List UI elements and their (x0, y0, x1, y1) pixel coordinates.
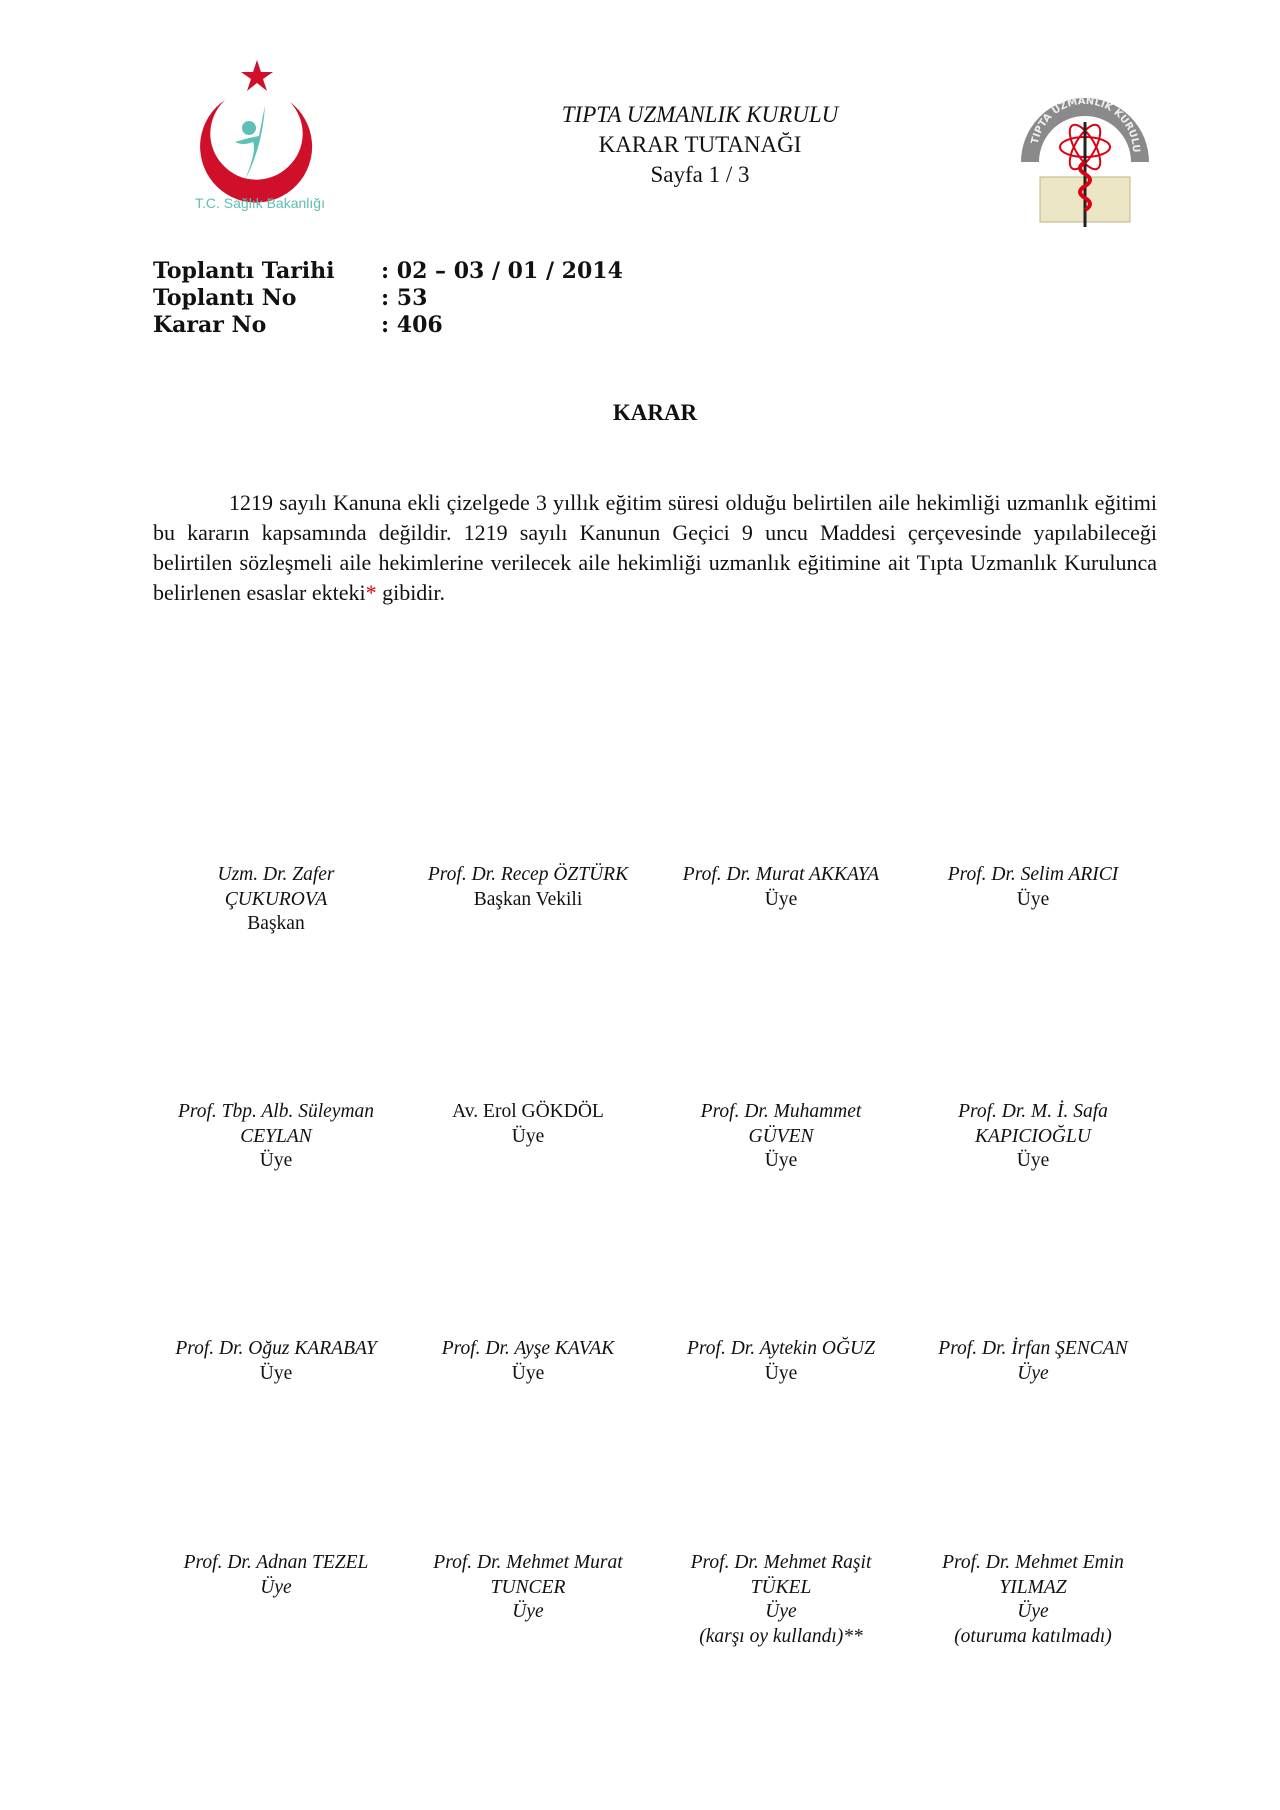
signatory (403, 1100, 653, 1149)
signatory-role: Üye (1016, 1150, 1050, 1171)
ministry-logo-text: T.C. Sağlık Bakanlığı (195, 195, 325, 211)
signatory-name: Uzm. Dr. Zafer (217, 864, 335, 885)
header-organization: TIPTA UZMANLIK KURULU (561, 102, 839, 127)
signatory-name: Prof. Dr. Mehmet Murat (433, 1552, 623, 1573)
signatory-role: Üye (512, 1601, 544, 1622)
signatory-role: Üye (260, 1576, 292, 1598)
meeting-number-label: Toplantı No (153, 285, 297, 311)
decision-tail: gibidir. (376, 580, 446, 605)
decision-number-label: Karar No (153, 312, 267, 338)
meeting-number-row (153, 285, 623, 312)
signatory-name: Prof. Tbp. Alb. Süleyman (177, 1101, 375, 1122)
signatory-surname: TÜKEL (750, 1576, 812, 1598)
meeting-info (153, 258, 623, 339)
signatory-role: Üye (764, 1362, 798, 1384)
header-doc-type: KARAR TUTANAĞI (598, 132, 802, 157)
board-seal-logo (1015, 82, 1155, 232)
signatory-note: (karşı oy kullandı)** (699, 1625, 863, 1647)
signatory-surname: KAPICIOĞLU (975, 1125, 1091, 1147)
signatory (656, 1100, 906, 1174)
signatory-note: (oturuma katılmadı) (954, 1625, 1112, 1647)
decision-number-value: : 406 (381, 312, 443, 338)
signatory-role: Üye (1016, 888, 1050, 910)
meeting-date-row (153, 258, 623, 285)
signatory-surname: YILMAZ (999, 1576, 1067, 1598)
signatory-role: Üye (764, 888, 798, 910)
signatory (403, 863, 653, 912)
signatory (908, 863, 1158, 912)
signatory-role: Başkan Vekili (473, 888, 583, 910)
signatory-name: Prof. Dr. Mehmet Emin (942, 1552, 1124, 1573)
signatory-role: Başkan (247, 913, 305, 934)
signatory-name: Prof. Dr. Murat AKKAYA (682, 864, 880, 885)
meeting-number-value: : 53 (381, 285, 428, 311)
signatory (151, 1100, 401, 1174)
svg-text:TIPTA UZMANLIK KURULU: TIPTA UZMANLIK KURULU (1029, 95, 1142, 153)
signatory (908, 1100, 1158, 1174)
signatory-name: Prof. Dr. Mehmet Raşit (690, 1552, 872, 1573)
signatory-surname: GÜVEN (748, 1125, 814, 1147)
signatory (656, 863, 906, 912)
signatory-name: Prof. Dr. Ayşe KAVAK (441, 1338, 615, 1359)
signatory (656, 1551, 906, 1649)
signatory (151, 1551, 401, 1600)
signatory-name: Prof. Dr. Aytekin OĞUZ (687, 1338, 875, 1359)
signatory-name: Prof. Dr. Recep ÖZTÜRK (427, 864, 629, 885)
signatory (151, 1337, 401, 1386)
signatory-surname: ÇUKUROVA (224, 888, 328, 910)
signatory-surname: TUNCER (490, 1576, 566, 1598)
signatory (403, 1337, 653, 1386)
signatory-role: Üye (511, 1362, 545, 1384)
signatory-role: Üye (1017, 1362, 1049, 1384)
decision-body: 1219 sayılı Kanuna ekli çizelgede 3 yıllık eğitim süresi olduğu belirtilen aile hekimliği uzmanlık eğitimi bu kararın kapsamında değildir. 1219 sayılı Kanunun Geçici 9 uncu Maddesi çerçevesinde yapılabileceği belirtilen sözleşmeli aile hekimlerine verilecek aile hekimliği uzmanlık eğitimine ait Tıpta Uzmanlık Kurulunca belirlenen esaslar ekteki (153, 490, 1157, 605)
signatory-name: Av. Erol GÖKDÖL (452, 1101, 604, 1122)
signatory-name: Prof. Dr. Muhammet (700, 1101, 862, 1122)
header-page-number: Sayfa 1 / 3 (650, 162, 750, 187)
signatory-name: Prof. Dr. M. İ. Safa (958, 1101, 1108, 1122)
decision-title: KARAR (612, 400, 698, 425)
signatory-name: Prof. Dr. Oğuz KARABAY (175, 1338, 377, 1359)
signatory-role: Üye (511, 1125, 545, 1147)
signatory (151, 863, 401, 937)
signatory-name: Prof. Dr. Adnan TEZEL (183, 1552, 369, 1573)
signatory-name: Prof. Dr. İrfan ŞENCAN (938, 1338, 1128, 1359)
signatory-role: Üye (1017, 1601, 1049, 1622)
signatory (908, 1551, 1158, 1649)
signatory-role: Üye (259, 1362, 293, 1384)
meeting-date-value: : 02 – 03 / 01 / 2014 (381, 258, 623, 284)
document-header (400, 100, 1000, 190)
signatory-surname: CEYLAN (240, 1125, 312, 1147)
ministry-of-health-logo (165, 50, 355, 230)
signatory (656, 1337, 906, 1386)
decision-text (153, 488, 1157, 608)
footnote-mark: * (365, 580, 377, 605)
signatory-role: Üye (259, 1150, 293, 1171)
meeting-date-label: Toplantı Tarihi (153, 258, 335, 284)
signatory (908, 1337, 1158, 1386)
decision-number-row (153, 312, 623, 339)
signatory (403, 1551, 653, 1625)
signatory-role: Üye (764, 1150, 798, 1171)
signatory-role: Üye (765, 1601, 797, 1622)
signatory-name: Prof. Dr. Selim ARICI (947, 864, 1119, 885)
